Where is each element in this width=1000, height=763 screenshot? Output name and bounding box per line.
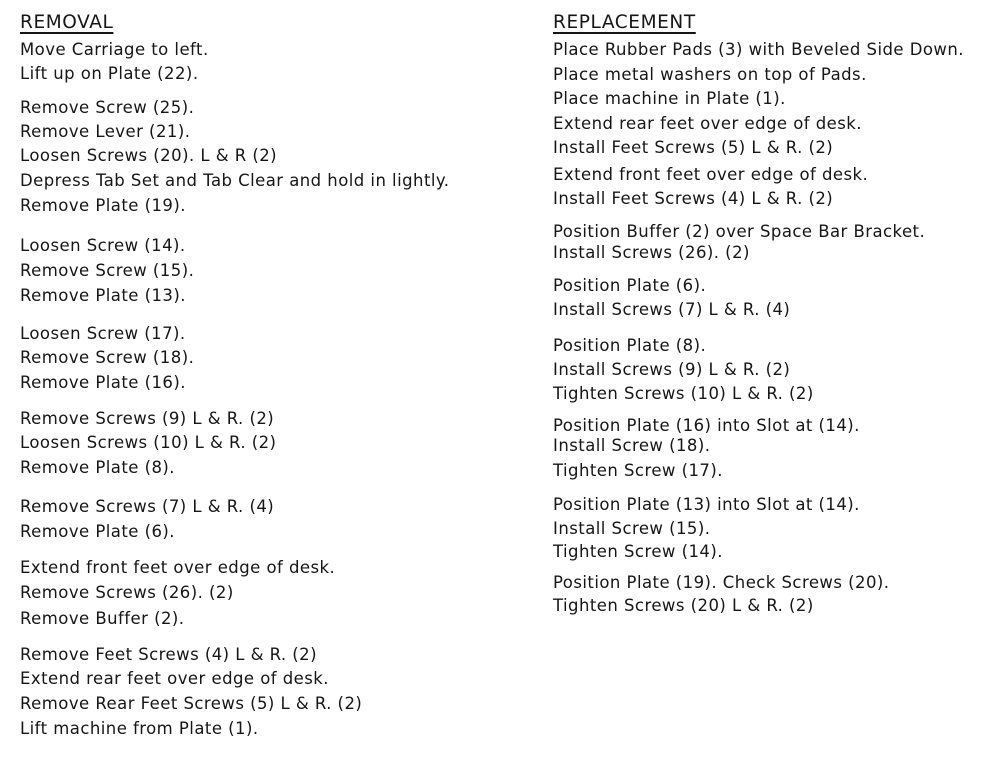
replacement-step: Place metal washers on top of Pads. (553, 65, 867, 84)
replacement-step: Tighten Screws (10) L & R. (2) (553, 384, 814, 403)
removal-step: Loosen Screws (20). L & R (2) (20, 146, 278, 165)
removal-step: Remove Plate (6). (20, 522, 175, 541)
replacement-step: Tighten Screw (14). (553, 542, 723, 561)
removal-step: Remove Screw (15). (20, 261, 195, 280)
replacement-step: Position Plate (13) into Slot at (14). (553, 495, 860, 514)
replacement-step: Position Plate (19). Check Screws (20). (553, 573, 890, 592)
replacement-step: Extend front feet over edge of desk. (553, 165, 869, 184)
replacement-step: Extend rear feet over edge of desk. (553, 114, 862, 133)
removal-step: Extend front feet over edge of desk. (20, 558, 336, 577)
removal-step: Remove Plate (13). (20, 286, 186, 305)
removal-step: Remove Screw (18). (20, 348, 195, 367)
removal-step: Extend rear feet over edge of desk. (20, 669, 329, 688)
removal-step: Remove Buffer (2). (20, 609, 185, 628)
removal-step: Loosen Screw (17). (20, 324, 186, 343)
replacement-step: Position Plate (8). (553, 336, 707, 355)
replacement-step: Install Feet Screws (5) L & R. (2) (553, 138, 834, 157)
replacement-step: Install Feet Screws (4) L & R. (2) (553, 189, 834, 208)
removal-step: Loosen Screw (14). (20, 236, 186, 255)
replacement-step: Position Buffer (2) over Space Bar Bracket. (553, 222, 926, 241)
replacement-step: Install Screws (9) L & R. (2) (553, 360, 791, 379)
replacement-step: Install Screw (18). (553, 436, 711, 455)
replacement-step: Place machine in Plate (1). (553, 89, 786, 108)
removal-step: Remove Screws (7) L & R. (4) (20, 497, 275, 516)
removal-step: Remove Screw (25). (20, 98, 195, 117)
removal-step: Remove Plate (16). (20, 373, 186, 392)
replacement-step: Tighten Screw (17). (553, 461, 723, 480)
removal-step: Depress Tab Set and Tab Clear and hold in lightly. (20, 171, 450, 190)
removal-step: Lift machine from Plate (1). (20, 719, 259, 738)
removal-step: Remove Screws (26). (2) (20, 583, 234, 602)
removal-heading: REMOVAL (20, 12, 114, 33)
replacement-step: Install Screw (15). (553, 519, 711, 538)
replacement-heading: REPLACEMENT (553, 12, 696, 33)
replacement-step: Place Rubber Pads (3) with Beveled Side Down. (553, 40, 964, 59)
replacement-step: Tighten Screws (20) L & R. (2) (553, 596, 814, 615)
removal-step: Lift up on Plate (22). (20, 64, 199, 83)
removal-step: Remove Plate (8). (20, 458, 175, 477)
removal-step: Remove Screws (9) L & R. (2) (20, 409, 275, 428)
replacement-step: Position Plate (16) into Slot at (14). (553, 416, 860, 435)
removal-step: Remove Rear Feet Screws (5) L & R. (2) (20, 694, 363, 713)
removal-step: Move Carriage to left. (20, 40, 209, 59)
removal-step: Loosen Screws (10) L & R. (2) (20, 433, 277, 452)
replacement-step: Position Plate (6). (553, 276, 707, 295)
replacement-step: Install Screws (7) L & R. (4) (553, 300, 791, 319)
removal-step: Remove Feet Screws (4) L & R. (2) (20, 645, 318, 664)
replacement-step: Install Screws (26). (2) (553, 243, 750, 262)
removal-step: Remove Plate (19). (20, 196, 186, 215)
removal-step: Remove Lever (21). (20, 122, 191, 141)
